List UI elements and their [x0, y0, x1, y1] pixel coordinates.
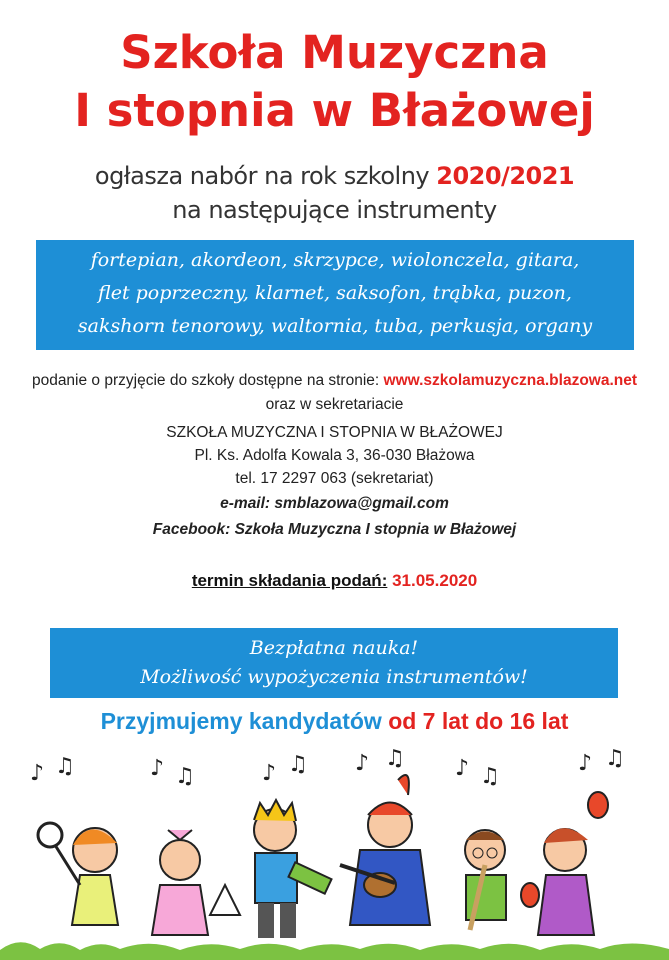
school-year: 2020/2021 — [436, 162, 575, 190]
school-name: SZKOŁA MUZYCZNA I STOPNIA W BŁAŻOWEJ — [166, 424, 503, 441]
instruments-box — [36, 240, 634, 350]
benefits-box — [50, 628, 618, 698]
deadline-date: 31.05.2020 — [392, 571, 478, 590]
application-info — [0, 372, 669, 390]
deadline — [0, 571, 669, 591]
children-musicians-illustration — [0, 735, 669, 960]
child-maracas-icon — [521, 792, 608, 935]
candidates-line — [0, 708, 669, 735]
music-note-icon: ♪ — [578, 751, 593, 776]
child-recorder-icon — [465, 830, 506, 930]
music-note-icon: ♪ — [150, 756, 165, 781]
music-note-icon: ♫ — [385, 746, 405, 771]
subtitle-line-2: na następujące instrumenty — [172, 196, 497, 224]
child-guitar-icon — [340, 775, 430, 925]
child-triangle-icon — [152, 830, 240, 935]
music-note-icon: ♪ — [262, 761, 277, 786]
instruments-line-2: flet poprzeczny, klarnet, saksofon, trąbka, puzon, — [98, 282, 572, 304]
music-note-icon: ♪ — [455, 756, 470, 781]
music-note-icon: ♫ — [55, 754, 75, 779]
benefits-line-2: Możliwość wypożyczenia instrumentów! — [140, 666, 528, 688]
child-xylophone-icon — [254, 800, 332, 938]
secretariat-text: oraz w sekretariacie — [265, 396, 404, 413]
title-line-2: I stopnia w Błażowej — [74, 84, 595, 137]
music-note-icon: ♫ — [175, 764, 195, 789]
child-tambourine-icon — [38, 823, 118, 925]
candidates-prefix: Przyjmujemy kandydatów — [100, 708, 382, 734]
music-note-icon: ♫ — [288, 752, 308, 777]
school-email: e-mail: smblazowa@gmail.com — [220, 495, 449, 512]
benefits-line-1: Bezpłatna nauka! — [249, 637, 419, 659]
school-address: Pl. Ks. Adolfa Kowala 3, 36-030 Błażowa — [194, 447, 475, 464]
music-note-icon: ♪ — [355, 751, 370, 776]
music-note-icon: ♫ — [605, 746, 625, 771]
music-note-icon: ♫ — [480, 764, 500, 789]
candidates-ages: od 7 lat do 16 lat — [388, 708, 569, 734]
school-facebook: Facebook: Szkoła Muzyczna I stopnia w Błażowej — [152, 521, 517, 538]
music-note-icon: ♪ — [30, 761, 45, 786]
subtitle-line-1 — [0, 162, 669, 190]
title-line-1: Szkoła Muzyczna — [120, 26, 549, 79]
application-text: podanie o przyjęcie do szkoły dostępne na stronie: — [31, 372, 384, 389]
deadline-label: termin składania podań: — [191, 571, 388, 590]
instruments-line-3: sakshorn tenorowy, waltornia, tuba, perkusja, organy — [77, 315, 593, 337]
instruments-line-1: fortepian, akordeon, skrzypce, wiolonczela, gitara, — [90, 249, 580, 271]
subtitle-prefix: ogłasza nabór na rok szkolny — [94, 162, 437, 190]
website-link[interactable]: www.szkolamuzyczna.blazowa.net — [383, 372, 638, 389]
school-phone: tel. 17 2297 063 (sekretariat) — [235, 470, 434, 487]
